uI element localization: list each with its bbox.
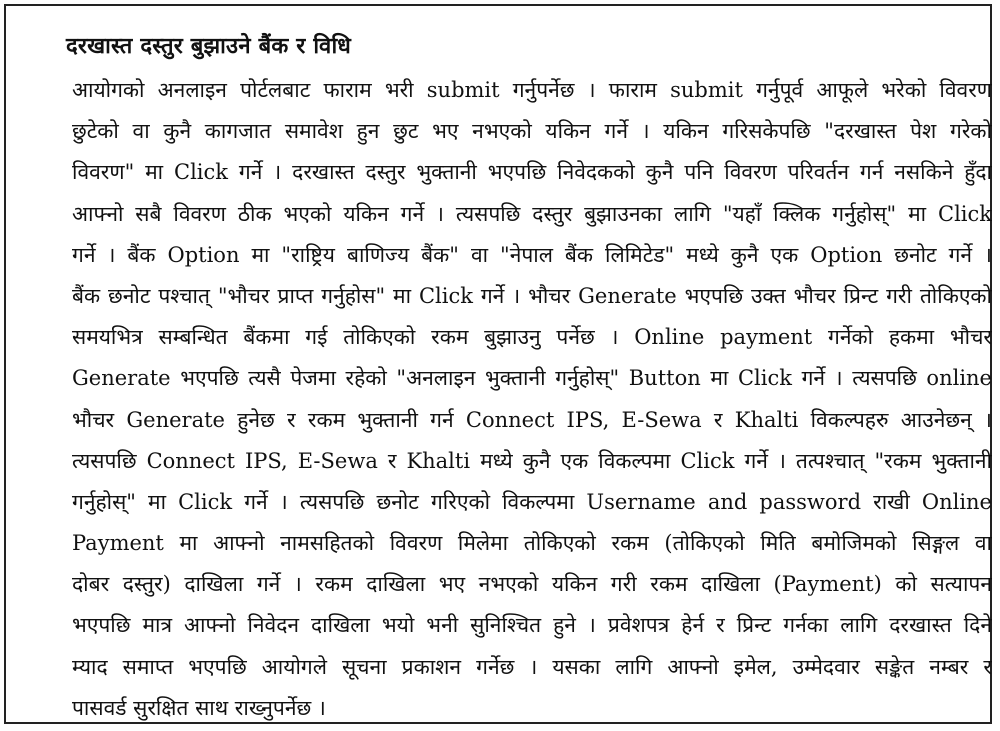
paragraph-line: गर्ने । बैंक Option मा "राष्ट्रिय बाणिज्य बैंक" वा "नेपाल बैंक लिमिटेड" मध्ये कुनै एक Option छनोट गर्ने । xyxy=(72,242,992,267)
paragraph-line: आफ्नो सबै विवरण ठीक भएको यकिन गर्ने । त्यसपछि दस्तुर बुझाउनका लागि "यहाँ क्लिक गर्नुहोस्" मा Click xyxy=(72,201,992,226)
paragraph-line: गर्नुहोस्" मा Click गर्ने । त्यसपछि छनोट गरिएको विकल्पमा Username and password राखी Online xyxy=(72,489,992,514)
paragraph-line: भएपछि मात्र आफ्नो निवेदन दाखिला भयो भनी सुनिश्चित हुने । प्रवेशपत्र हेर्न र प्रिन्ट गर्नका लागि दरखास्त दिने xyxy=(72,613,992,638)
paragraph-line: म्याद समाप्त भएपछि आयोगले सूचना प्रकाशन गर्नेछ । यसका लागि आफ्नो इमेल, उम्मेदवार सङ्केत नम्बर र xyxy=(72,654,992,679)
paragraph-line: बैंक छनोट पश्चात् "भौचर प्राप्त गर्नुहोस" मा Click गर्ने । भौचर Generate भएपछि उक्त भौचर प्रिन्ट गरी तोकिएको xyxy=(72,283,992,308)
body-paragraph xyxy=(72,70,992,729)
paragraph-line: समयभित्र सम्बन्धित बैंकमा गई तोकिएको रकम बुझाउनु पर्नेछ । Online payment गर्नेको हकमा भौचर xyxy=(72,325,992,350)
paragraph-line: Payment मा आफ्नो नामसहितको विवरण मिलेमा तोकिएको रकम (तोकिएको मिति बमोजिमको सिङ्गल वा xyxy=(72,531,992,556)
paragraph-line: विवरण" मा Click गर्ने । दरखास्त दस्तुर भुक्तानी भएपछि निवेदकको कुनै पनि विवरण परिवर्तन गर्न नसकिने हुँदा xyxy=(72,160,992,185)
document-frame xyxy=(4,4,992,724)
paragraph-line: पासवर्ड सुरक्षित साथ राख्नुपर्नेछ । xyxy=(72,695,326,720)
paragraph-line: भौचर Generate हुनेछ र रकम भुक्तानी गर्न Connect IPS, E-Sewa र Khalti विकल्पहरु आउनेछन् । xyxy=(72,407,992,432)
section-title: दरखास्त दस्तुर बुझाउने बैंक र विधि xyxy=(66,33,351,59)
paragraph-line: छुटेको वा कुनै कागजात समावेश हुन छुट भए नभएको यकिन गर्ने । यकिन गरिसकेपछि "दरखास्त पेश गरेको xyxy=(72,119,992,144)
paragraph-line: त्यसपछि Connect IPS, E-Sewa र Khalti मध्ये कुनै एक विकल्पमा Click गर्ने । तत्पश्चात् "रकम भुक्तानी xyxy=(72,448,992,473)
paragraph-line: दोबर दस्तुर) दाखिला गर्ने । रकम दाखिला भए नभएको यकिन गरी रकम दाखिला (Payment) को सत्यापन xyxy=(72,572,992,597)
paragraph-line: आयोगको अनलाइन पोर्टलबाट फाराम भरी submit गर्नुपर्नेछ । फाराम submit गर्नुपूर्व आफूले भरेको विवरण xyxy=(72,78,992,102)
paragraph-line: Generate भएपछि त्यसै पेजमा रहेको "अनलाइन भुक्तानी गर्नुहोस्" Button मा Click गर्ने । त्यसपछि online xyxy=(72,366,992,391)
